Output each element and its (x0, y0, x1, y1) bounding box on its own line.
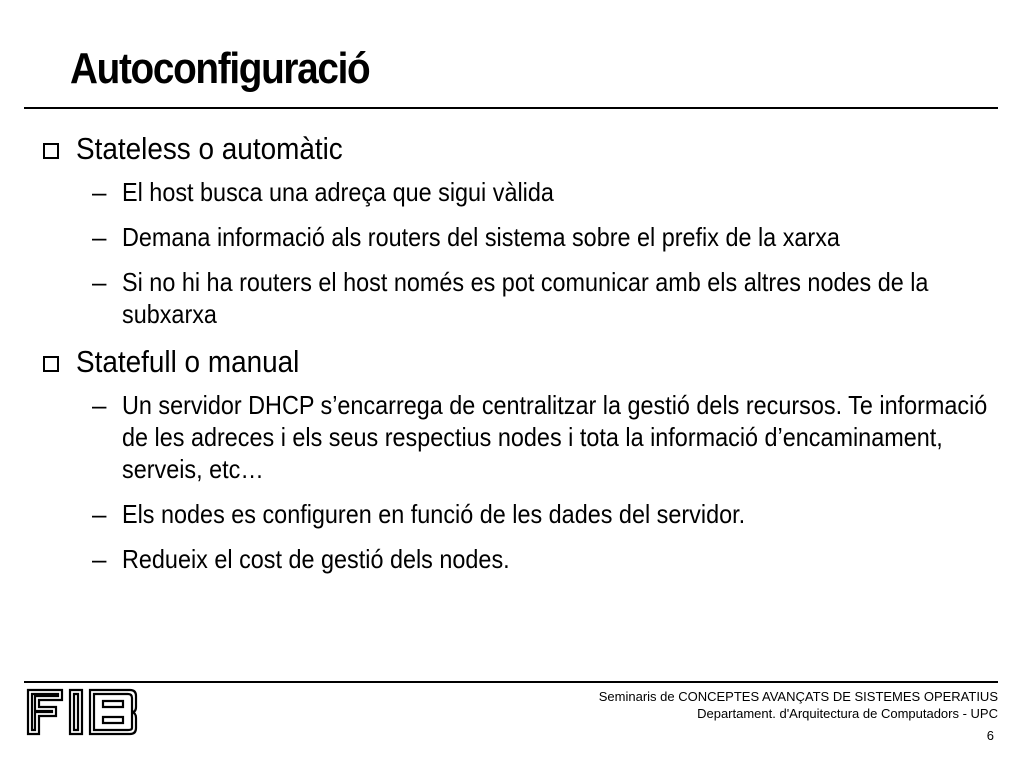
bullet-heading: Stateless o automàtic (76, 131, 343, 166)
footer-divider (24, 681, 998, 683)
footer-text (599, 688, 998, 722)
sub-item (40, 498, 1010, 530)
sub-item (40, 221, 1010, 253)
sub-item-text: Si no hi ha routers el host només es pot comunicar amb els altres nodes de la subxarxa (122, 267, 929, 329)
square-bullet-icon (43, 356, 59, 372)
sub-item-text: Redueix el cost de gestió dels nodes. (122, 544, 510, 574)
dash-bullet: – (92, 177, 107, 207)
fib-logo (26, 688, 138, 736)
dash-bullet: – (92, 499, 107, 529)
sub-item-text: El host busca una adreça que sigui vàlida (122, 177, 554, 207)
square-bullet-icon (43, 143, 59, 159)
statefull-sub-list (40, 389, 1010, 575)
dash-bullet: – (92, 544, 107, 574)
sub-item-text: Un servidor DHCP s’encarrega de centralitzar la gestió dels recursos. Te informació de les adreces i els seus respectius nodes i tota la informació d’encaminament, serveis, etc… (122, 390, 988, 484)
sub-item-text: Els nodes es configuren en funció de les dades del servidor. (122, 499, 746, 529)
stateless-sub-list (40, 176, 1010, 330)
sub-item (40, 266, 1010, 330)
slide-content (40, 130, 1010, 588)
footer-course: Seminaris de CONCEPTES AVANÇATS DE SISTEMES OPERATIUS (598, 689, 998, 704)
title-divider (24, 107, 998, 109)
dash-bullet: – (92, 222, 107, 252)
slide-title: Autoconfiguració (70, 44, 370, 93)
dash-bullet: – (92, 390, 107, 420)
bullet-heading: Statefull o manual (76, 344, 300, 379)
sub-item (40, 389, 1010, 485)
sub-item (40, 543, 1010, 575)
page-number: 6 (986, 728, 994, 743)
bullet-stateless (40, 130, 1010, 168)
bullet-statefull (40, 343, 1010, 381)
sub-item (40, 176, 1010, 208)
footer-department: Departament. d'Arquitectura de Computadors - UPC (697, 706, 998, 721)
sub-item-text: Demana informació als routers del sistema sobre el prefix de la xarxa (122, 222, 840, 252)
dash-bullet: – (92, 267, 107, 297)
